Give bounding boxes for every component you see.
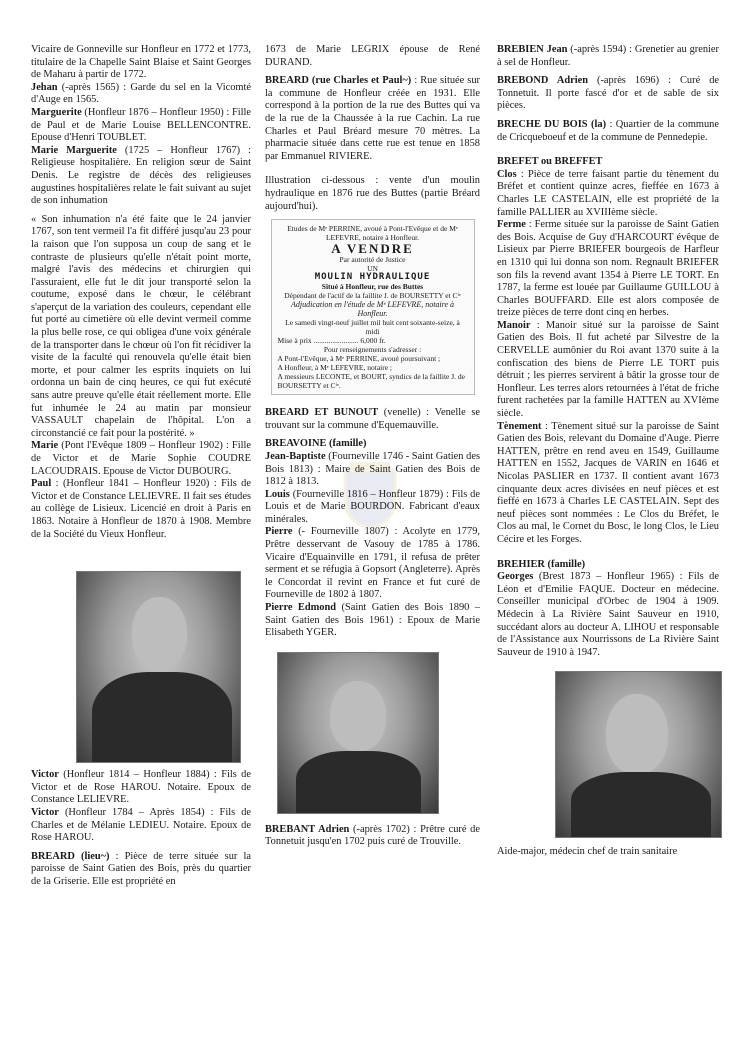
entry-breard-lieu (31, 851, 251, 889)
ad-title: A VENDRE (331, 241, 414, 257)
family-heading-breavoine (265, 438, 480, 451)
entry-marie-marguerite (31, 145, 251, 208)
entry-name: Pierre (265, 526, 293, 538)
entry-name: Victor (31, 769, 59, 781)
column-3 (497, 44, 719, 859)
entry-text: : Quartier de la commune de Cricqueboeuf et de la commune de Pennedepie. (497, 118, 719, 143)
entry-brebant (265, 824, 480, 849)
entry-text: (venelle) : Venelle se trouvant sur la commune d'Equemauville. (265, 407, 481, 431)
ad-price: Mise à prix ........................ 6,000 fr. (277, 336, 386, 346)
entry-text: (Honfleur 1814 – Honfleur 1884) : Fils de Victor et de Rose HAROU. Notaire. Epoux de Constance LELIEVRE. (31, 769, 251, 806)
entry-text: : Rue située sur la commune de Honfleur créée en 1931. Elle correspond à la portion de la rue des Buttes qui va de la rue de la Chaussée à la rue Cachin. La rue Charles et Paul Bréard mesure 70 mètres. La pharmacie située dans cette rue est tenue en 1858 par Emmanuel RIVIERE. (265, 75, 480, 162)
entry-georges (497, 571, 719, 659)
entry-jehan (31, 82, 251, 107)
entry-name: BREAVOINE (famille) (265, 438, 367, 450)
entry-louis (265, 489, 480, 527)
entry-text: : (Honfleur 1841 – Honfleur 1920) : Fils de Victor et de Constance LELIEVRE. Il fait ses études au collège de Lisieux. Licencié en droit à Paris en 1863. Notaire à Honfleur de 1870 à 1908. Membre de la Société du Vieux Honfleur. (31, 478, 251, 540)
entry-name: Tènement (497, 420, 542, 432)
entry-pierre (265, 526, 480, 602)
entry-name: BREBANT Adrien (265, 823, 350, 835)
column-2 (265, 44, 480, 849)
family-heading-brefet (497, 156, 719, 169)
entry-name: BREBIEN Jean (497, 44, 568, 55)
entry-text: (Honfleur 1784 – Après 1854) : Fils de Charles et de Mélanie LEDIEU. Notaire. Epoux de Rose HAROU. (31, 806, 251, 844)
ad-date: Le samedi vingt-neuf juillet mil huit cent soixante-seize, à midi (285, 318, 460, 337)
portrait-photo-georges (555, 671, 722, 838)
entry-breard-bunout (265, 407, 480, 432)
entry-name: Marguerite (31, 106, 82, 118)
entry-brebien (497, 44, 719, 69)
entry-text: (1725 – Honfleur 1767) : Religieuse hospitalière. En religion sœur de Saint Denis. Le registre de décès des religieuses augustines hospitalières relate le fait suivant au sujet de son inhumation (31, 144, 251, 207)
ad-adjudication: Adjudication en l'étude de Mᵉ LEFEVRE, notaire à Honfleur. (290, 300, 455, 319)
entry-name: Georges (497, 571, 534, 583)
entry-text: 1673 de Marie LEGRIX épouse de René DURAND. (265, 44, 480, 68)
entry-text: (Fourneville 1746 - Saint Gatien des Bois 1813) : Maire de Saint Gatien des Bois de 1812 à 1813. (265, 450, 480, 488)
entry-name: Jean-Baptiste (265, 450, 326, 462)
moulin-sale-advertisement (271, 219, 475, 395)
entry-text: (- Fourneville 1807) : Acolyte en 1779, Prêtre desservant de Vasouy de 1785 à 1786. Vicaire d'Equainville en 1791, il refusa de prêter serment et se réfugia à Gopsort (Angleterre). Après le Concordat il revint en France et fut curé de Fourneville de 1802 à 1807. (265, 526, 480, 601)
column-1 (31, 44, 251, 889)
entry-text: (Pont l'Evêque 1809 – Honfleur 1902) : Fille de Victor et de Marie Sophie COUDRE LACOUDRAIS. Epouse de Victor DUBOURG. (31, 440, 251, 477)
entry-text: : Manoir situé sur la paroisse de Saint Gatien des Bois. Il fut acheté par Silvestre de la CERVELLE aumônier du Roi avant 1370 suite à la confiscation des biens de Pierre LE TORT puis détruit ; les pierres servirent à bâtir la grosse tour de Honfleur. Les terres alors retournées à l'état de friche furent rachetées par la famille HATTEN au XVIème siècle. (497, 319, 719, 420)
entry-name: Marie (31, 440, 59, 452)
entry-text: (Saint Gatien des Bois 1890 – Saint Gatien des Bois 1961) : Epoux de Marie Elisabeth YGER. (265, 602, 480, 639)
portrait-photo-paul (76, 571, 241, 763)
entry-victor-1814 (31, 769, 251, 807)
entry-name: Victor (31, 806, 59, 818)
entry-name: BREHIER (famille) (497, 558, 586, 570)
entry-name: Clos (497, 168, 517, 180)
entry-clos (497, 169, 719, 219)
portrait-photo-pierre-edmond (277, 652, 439, 814)
entry-name: BREARD (lieu~) (31, 850, 110, 862)
entry-breche (497, 119, 719, 144)
ad-address-3: A messieurs LECONTE, et BOURT, syndics de la faillite J. de BOURSETTY et Cⁱᵉ. (277, 372, 466, 391)
ad-dependant: Dépendant de l'actif de la faillite J. de BOURSETTY et Cⁱᵉ (284, 291, 461, 301)
illustration-caption: Illustration ci-dessous : vente d'un moulin hydraulique en 1876 rue des Buttes (partie Bréard aujourd'hui). (265, 175, 480, 212)
entry-marie (31, 440, 251, 478)
entry-text: : Tènement situé sur la paroisse de Saint Gatien des Bois, relevant du Domaine d'Auge. Pierre HATTEN, prêtre en rend aveu en 1549, Guillaume HATTEN en 1552, Jacques de VARIN en 1646 et Nicolas PASLIER en 1737. Il contient avant 1673 cinquante deux acres divisées en neuf pièces et est fieffé en 1673 à Charles LE CASTELAIN. Sept des neuf pièces sont nommées : Le Clos du Bréfet, le Clos au mal, le Cornet du Bosc, le long Clos, le Lieu Cécire et les Forges. (497, 420, 719, 545)
entry-text: Vicaire de Gonneville sur Honfleur en 1772 et 1773, titulaire de la Chapelle Saint Blaise et Saint Georges de Maharu à partir de 1772. (31, 44, 251, 81)
ad-address-2: A Honfleur, à Mᵉ LEFEVRE, notaire ; (277, 363, 393, 373)
entry-manoir (497, 320, 719, 421)
entry-ferme (497, 219, 719, 320)
entry-text: (-après 1702) : Prêtre curé de Tonnetuit jusqu'en 1702 puis curé de Trouville. (265, 823, 480, 848)
ad-authority: Par autorité de Justice (339, 255, 406, 265)
ad-un: UN (367, 264, 378, 274)
entry-text: : Pièce de terre faisant partie du tènement du Bréfet et contient quinze acres, fieffée en 1673 à Charles LE CASTELAIN, elle est propriété de la famille PALLIER au XVIIIème siècle. (497, 168, 719, 218)
entry-tenement (497, 421, 719, 547)
entry-name: BREARD ET BUNOUT (265, 407, 379, 419)
ad-header: Etudes de Mᵉ PERRINE, avoué à Pont-l'Evêque et de Mᵉ LEFEVRE, notaire à Honfleur. (287, 224, 458, 243)
entry-text: : Ferme située sur la paroisse de Saint Gatien des Bois. Acquise de Guy d'HARCOURT évêque de Lisieux par Pierre BRIEFER bourgeois de Harfleur en 1310 qui lui donna son nom. Regnault BRIEFER son fils la revend avant 1354 à Pierre LE TORT. En 1787, la ferme est louée par Guillaume GUILLOU à Charles BOUFFARD. Elle est alors composée de treize pièces de terre dont cinq en herbes. (497, 219, 719, 319)
ad-location: Situé à Honfleur, rue des Buttes (321, 282, 424, 292)
entry-name: Manoir (497, 319, 531, 331)
ad-info: Pour renseignements s'adresser : (323, 345, 422, 355)
entry-name: Marie Marguerite (31, 144, 117, 156)
entry-jean-baptiste (265, 451, 480, 489)
entry-name: BRECHE DU BOIS (la) (497, 118, 607, 130)
entry-marguerite (31, 107, 251, 145)
entry-text: (-après 1696) : Curé de Tonnetuit. Il porte fascé d'or et de sable de six pièces. (497, 75, 719, 112)
entry-breard-rue (265, 75, 480, 163)
entry-name: BREFET ou BREFFET (497, 156, 603, 168)
entry-brebond (497, 75, 719, 113)
entry-paul (31, 478, 251, 541)
entry-pierre-edmond (265, 602, 480, 640)
entry-name: Paul (31, 478, 52, 490)
entry-text: (Fourneville 1816 – Honfleur 1879) : Fils de Louis et de Marie BOURDON. Fabricant d'eaux minérales. (265, 488, 480, 525)
entry-text: (-après 1565) : Garde du sel en la Vicomté d'Auge en 1565. (31, 81, 251, 106)
entry-text: (-après 1594) : Grenetier au grenier à sel de Honfleur. (497, 44, 720, 68)
entry-text: (Brest 1873 – Honfleur 1965) : Fils de Léon et d'Emilie FAQUE. Docteur en médecine. Conseiller municipal d'Orbec de 1904 à 1909. Médecin à La Rivière Saint Sauveur en 1910, succédant alors au docteur A. LIHOU et responsable de l'Assistance aux Nourrissons de La Rivière Saint Sauveur de 1910 à 1947. (497, 571, 719, 658)
photo-caption-georges: Aide-major, médecin chef de train sanitaire (497, 846, 678, 858)
entry-name: BREBOND Adrien (497, 75, 588, 87)
entry-victor-1784 (31, 807, 251, 845)
entry-name: BREARD (rue Charles et Paul~) (265, 75, 412, 87)
ad-address-1: A Pont-l'Evêque, à Mᵉ PERRINE, avoué poursuivant ; (277, 354, 441, 364)
entry-name: Louis (265, 488, 290, 500)
entry-text: : Pièce de terre située sur la paroisse de Saint Gatien des Bois, près du quartier de la Griserie. Elle est propriété en (31, 850, 251, 887)
entry-name: Jehan (31, 81, 58, 93)
entry-name: Ferme (497, 219, 526, 231)
entry-text: (Honfleur 1876 – Honfleur 1950) : Fille de Paul et de Marie Louise BELLENCONTRE. Epouse d'Henri TOUBLET. (31, 106, 251, 144)
family-heading-brehier (497, 559, 719, 572)
entry-name: Pierre Edmond (265, 602, 337, 614)
inhumation-quote: « Son inhumation n'a été faite que le 24 janvier 1767, son tent vermeil l'a fit différé jusqu'au 23 pour la raison que l'on supposa un coup de sang et le contraste de plusieurs qu'elle n'était point morte, malgré l'avis des médecins et chirurgien qui l'assuraient, elle fut le dit jour transporté selon la coutume, exposé dans le chœur, le célébrant s'aperçut de la variation des couleurs, cependant elle fut porté au cimetière où elle devint vermeil comme la plus belle rose, ce qui obligea d'une voix générale de la transporter dans le chœur où l'on fit récidiver la visite de la faculté qui renouvela qu'elle était bien morte, et pour calmer les esprits inquiets on lui ordonna un bain de cinq heures, ce qui fut exécuté sans autre preuve qu'elle était réellement morte. Elle fut inhumée le 24 au matin par monsieur VASSAULT chapelain de l'hôpital. L'on a circonstancié ce fait pour la postérité. » (31, 213, 251, 439)
ad-moulin: MOULIN HYDRAULIQUE (314, 272, 431, 283)
